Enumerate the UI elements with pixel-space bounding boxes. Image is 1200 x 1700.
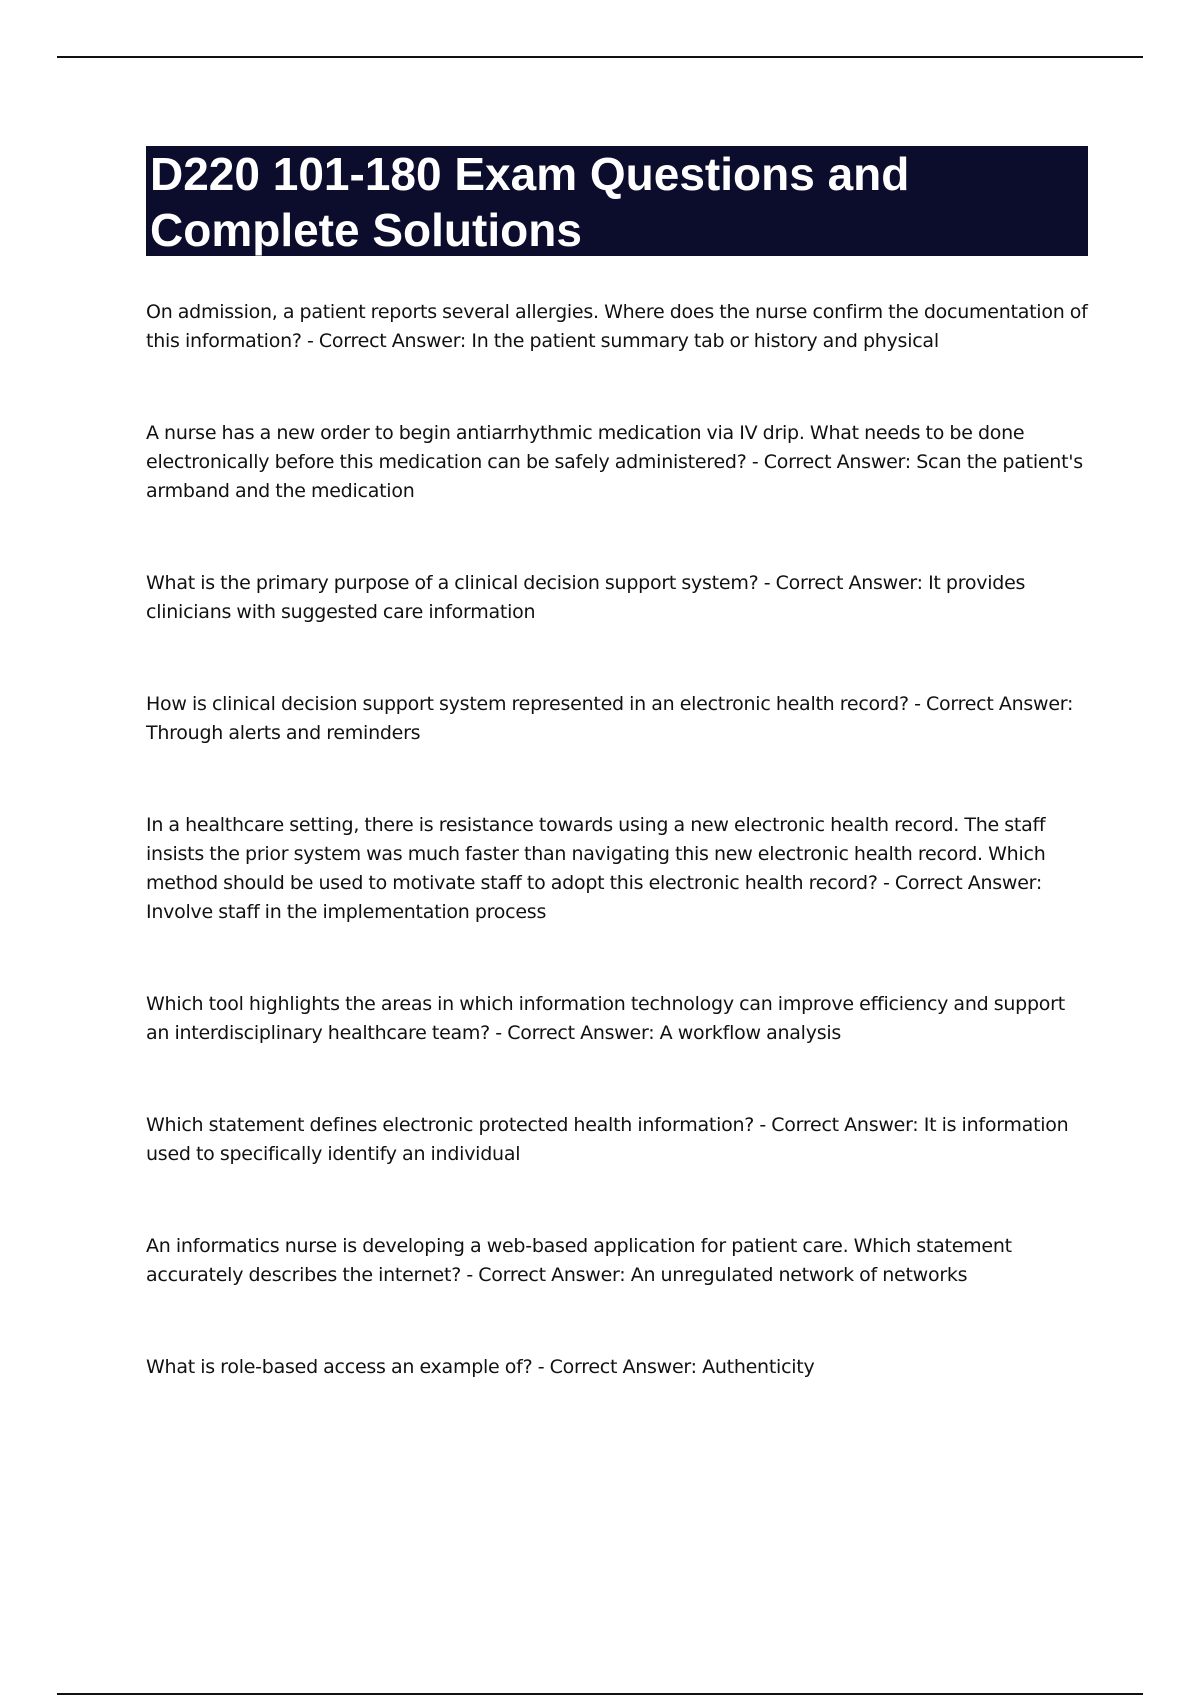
question-item-6: Which tool highlights the areas in which information technology can improve efficiency and support an interdisciplinary healthcare team? - Correct Answer: A workflow analysis	[146, 993, 1065, 1044]
title-banner	[146, 146, 1088, 256]
question-list	[146, 298, 1092, 1445]
question-item-9: What is role-based access an example of? - Correct Answer: Authenticity	[146, 1356, 815, 1378]
question-item-5: In a healthcare setting, there is resistance towards using a new electronic health record. The staff insists the prior system was much faster than navigating this new electronic health record. Which method should be used to motivate staff to adopt this electronic health record? - Correct Answer: Involve staff in the implementation process	[146, 814, 1046, 923]
question-item-2: A nurse has a new order to begin antiarrhythmic medication via IV drip. What needs to be done electronically before this medication can be safely administered? - Correct Answer: Scan the patient's armband and the medication	[146, 422, 1083, 502]
question-item-4: How is clinical decision support system represented in an electronic health record? - Correct Answer: Through alerts and reminders	[146, 693, 1074, 744]
question-item-8: An informatics nurse is developing a web-based application for patient care. Which statement accurately describes the internet? - Correct Answer: An unregulated network of networks	[146, 1235, 1012, 1286]
question-item-7: Which statement defines electronic protected health information? - Correct Answer: It is information used to specifically identify an individual	[146, 1114, 1069, 1165]
page-title: D220 101-180 Exam Questions and Complete Solutions	[150, 148, 910, 256]
question-item-1: On admission, a patient reports several allergies. Where does the nurse confirm the documentation of this information? - Correct Answer: In the patient summary tab or history and physical	[146, 301, 1088, 352]
header-divider	[57, 56, 1143, 58]
footer-divider	[57, 1693, 1143, 1695]
question-item-3: What is the primary purpose of a clinical decision support system? - Correct Answer: It provides clinicians with suggested care information	[146, 572, 1026, 623]
